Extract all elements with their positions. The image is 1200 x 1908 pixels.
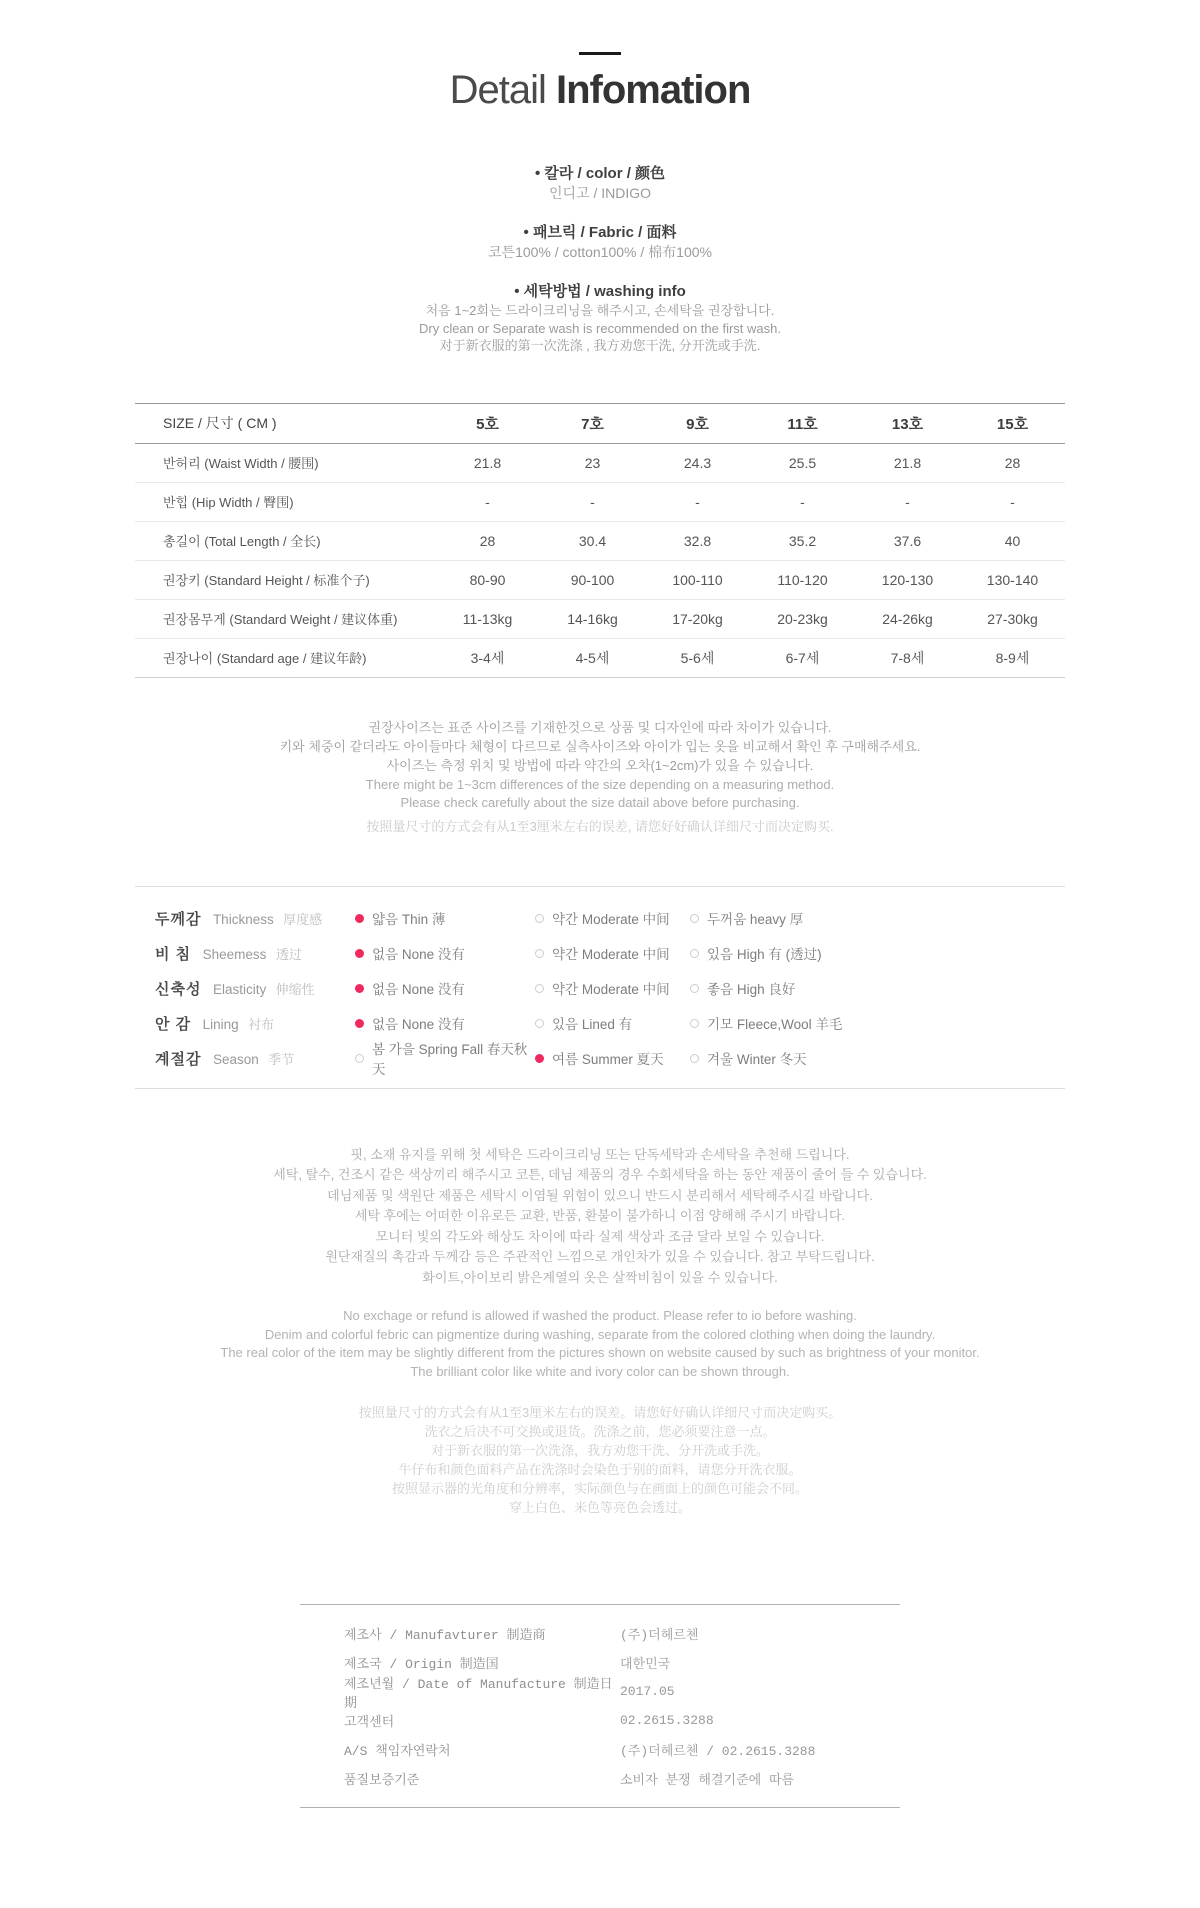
note-line: 按照量尺寸的方式会有从1至3厘米左右的误差。请您好好确认详细尺寸而决定购买。 — [358, 1405, 842, 1420]
attr-label-en: Elasticity — [212, 981, 267, 997]
cell-value: 3-4세 — [435, 638, 540, 677]
table-row-waist — [135, 443, 1065, 482]
cell-value: 7-8세 — [855, 638, 960, 677]
note-line: 穿上白色、米色等亮色会透过。 — [508, 1500, 691, 1515]
row-value: 02.2615.3288 — [620, 1713, 714, 1728]
row-value: 대한민국 — [620, 1657, 671, 1672]
option-dot — [355, 914, 364, 923]
cell-value: 14-16kg — [540, 599, 645, 638]
attr-option — [355, 1013, 535, 1033]
note-line: 세탁, 탈수, 건조시 같은 색상끼리 해주시고 코튼, 데님 제품의 경우 수회세탁을 하는 동안 제품이 줄어 들 수 있습니다. — [273, 1167, 927, 1182]
row-label: 반힙 (Hip Width / 臀围) — [135, 482, 435, 521]
note-line: 세탁 후에는 어떠한 이유로든 교환, 반품, 환불이 불가하니 이점 양해해 주시기 바랍니다. — [354, 1208, 846, 1223]
cell-value: 28 — [960, 443, 1065, 482]
note-line: 洗衣之后决不可交换或退货。洗涤之前，您必须要注意一点。 — [424, 1424, 776, 1439]
cell-value: 130-140 — [960, 560, 1065, 599]
note-line: 사이즈는 측정 위치 및 방법에 따라 약간의 오차(1~2cm)가 있을 수 있습니다. — [386, 757, 814, 773]
option-label: 없음 None 没有 — [372, 982, 465, 997]
attr-label — [155, 943, 355, 964]
cell-value: 24.3 — [645, 443, 750, 482]
attr-label-ko: 비 침 — [155, 945, 192, 963]
cell-value: - — [960, 482, 1065, 521]
attr-label — [155, 908, 355, 929]
cell-value: 8-9세 — [960, 638, 1065, 677]
option-dot — [355, 1054, 364, 1063]
option-label: 겨울 Winter 冬天 — [707, 1052, 807, 1067]
option-label: 없음 None 没有 — [372, 947, 465, 962]
option-label: 있음 High 有 (透过) — [707, 947, 822, 962]
size-table — [135, 403, 1065, 678]
attr-label-ko: 안 감 — [155, 1015, 192, 1033]
row-label: 품질보증기준 — [344, 1773, 420, 1788]
option-label: 여름 Summer 夏天 — [552, 1052, 664, 1067]
attr-option — [690, 1013, 1065, 1033]
note-line: There might be 1~3cm differences of the size depending on a measuring method. — [365, 776, 835, 792]
attr-option — [535, 978, 690, 998]
note-line: Denim and colorful febric can pigmentize during washing, separate from the colored clothing when doing the laundry. — [264, 1326, 936, 1342]
note-line: 牛仔布和颜色面料产品在洗涤时会染色于别的面料，请您分开洗衣服。 — [398, 1462, 802, 1477]
attr-option — [690, 1048, 1065, 1068]
size-note — [0, 718, 1200, 836]
attr-label-cn: 厚度感 — [283, 911, 323, 927]
option-label: 얇음 Thin 薄 — [372, 912, 446, 927]
attr-option — [355, 908, 535, 928]
attr-option — [690, 943, 1065, 963]
option-dot — [535, 984, 544, 993]
cell-value: 27-30kg — [960, 599, 1065, 638]
attr-label-en: Thickness — [212, 911, 274, 927]
manufacturer-table — [300, 1604, 900, 1808]
attr-label-cn: 伸缩性 — [275, 981, 315, 997]
cell-value: 110-120 — [750, 560, 855, 599]
note-line: 화이트,아이보리 밝은계열의 옷은 살짝비침이 있을 수 있습니다. — [422, 1269, 778, 1285]
cell-value: 6-7세 — [750, 638, 855, 677]
note-line: 권장사이즈는 표준 사이즈를 기재한것으로 상품 및 디자인에 따라 차이가 있습니다. — [368, 719, 832, 735]
cell-value: 32.8 — [645, 521, 750, 560]
attr-label-en: Season — [212, 1051, 259, 1067]
attr-label-ko: 두께감 — [155, 910, 202, 928]
attr-row-thickness — [135, 901, 1065, 936]
note-line: The brilliant color like white and ivory color can be shown through. — [410, 1363, 790, 1379]
option-dot — [535, 1019, 544, 1028]
option-dot — [690, 949, 699, 958]
attr-label — [155, 1048, 355, 1069]
cell-value: 80-90 — [435, 560, 540, 599]
cell-value: 20-23kg — [750, 599, 855, 638]
size-note-korean — [0, 718, 1200, 775]
cell-value: 11-13kg — [435, 599, 540, 638]
attr-label-cn: 季节 — [268, 1051, 295, 1067]
color-section — [0, 163, 1200, 203]
note-line: 按照量尺寸的方式会有从1至3厘米左右的误差, 请您好好确认详细尺寸而决定购买. — [366, 818, 834, 834]
cell-value: 35.2 — [750, 521, 855, 560]
washing-section-title: • 세탁방법 / washing info — [514, 283, 686, 300]
option-label: 봄 가을 Spring Fall 春天秋天 — [372, 1042, 528, 1077]
attr-row-elasticity — [135, 971, 1065, 1006]
table-row-manufacture-date — [300, 1676, 900, 1711]
color-value: 인디고 / INDIGO — [548, 185, 652, 201]
attr-option — [355, 943, 535, 963]
cell-value: 21.8 — [435, 443, 540, 482]
size-table-header-row — [135, 403, 1065, 443]
row-value: (주)더헤르첸 / 02.2615.3288 — [620, 1744, 816, 1759]
cell-value: 24-26kg — [855, 599, 960, 638]
cell-value: 90-100 — [540, 560, 645, 599]
attr-label — [155, 978, 355, 999]
row-label: 제조국 / Origin 制造国 — [344, 1657, 499, 1672]
table-row-standard-age — [135, 638, 1065, 677]
option-label: 기모 Fleece,Wool 羊毛 — [707, 1017, 843, 1032]
note-line: Please check carefully about the size datail above before purchasing. — [400, 795, 800, 810]
cell-value: 40 — [960, 521, 1065, 560]
attr-label-en: Sheemess — [202, 946, 267, 962]
attr-option — [535, 1048, 690, 1068]
option-label: 좋음 High 良好 — [707, 982, 796, 997]
row-label: 제조년월 / Date of Manufacture 制造日期 — [344, 1676, 613, 1711]
table-row-as-contact — [300, 1735, 900, 1764]
cell-value: 17-20kg — [645, 599, 750, 638]
washing-section — [0, 281, 1200, 355]
attributes-section — [135, 886, 1065, 1089]
fabric-section — [0, 222, 1200, 262]
care-notes — [0, 1145, 1200, 1518]
washing-line-cn: 对于新衣服的第一次洗涤 , 我方劝您干洗, 分开洗或手洗. — [439, 338, 761, 353]
note-line: The real color of the item may be slightly different from the pictures shown on website caused by such as brightness of your monitor. — [220, 1345, 980, 1360]
row-value: (주)더헤르첸 — [620, 1628, 699, 1643]
option-dot — [355, 984, 364, 993]
size-note-english — [0, 776, 1200, 813]
cell-value: 23 — [540, 443, 645, 482]
color-section-title: • 칼라 / color / 颜色 — [534, 165, 666, 182]
option-dot — [535, 914, 544, 923]
row-value: 소비자 분쟁 해결기준에 따름 — [620, 1773, 795, 1788]
cell-value: - — [750, 482, 855, 521]
page-title — [0, 67, 1200, 113]
cell-value: 30.4 — [540, 521, 645, 560]
option-label: 약간 Moderate 中间 — [552, 982, 670, 997]
table-row-manufacturer — [300, 1619, 900, 1648]
size-note-chinese — [0, 817, 1200, 836]
page-title-bold: Infomation — [555, 68, 751, 112]
row-label: 총길이 (Total Length / 全长) — [135, 521, 435, 560]
attr-label-cn: 透过 — [275, 946, 302, 962]
washing-line-ko: 처음 1~2회는 드라이크리닝을 해주시고, 손세탁을 권장합니다. — [425, 303, 775, 318]
attr-label — [155, 1013, 355, 1034]
attr-option — [535, 943, 690, 963]
row-label: 고객센터 — [344, 1715, 395, 1730]
cell-value: 120-130 — [855, 560, 960, 599]
option-label: 있음 Lined 有 — [552, 1017, 633, 1032]
note-line: 원단재질의 촉감과 두께감 등은 주관적인 느낌으로 개인차가 있을 수 있습니다. 참고 부탁드립니다. — [325, 1249, 875, 1264]
attr-row-lining — [135, 1006, 1065, 1041]
care-notes-english — [0, 1307, 1200, 1381]
note-line: 对于新衣服的第一次洗涤，我方劝您干洗、分开洗或手洗。 — [430, 1443, 769, 1458]
cell-value: 5-6세 — [645, 638, 750, 677]
option-label: 없음 None 没有 — [372, 1017, 465, 1032]
note-line: 키와 체중이 같더라도 아이들마다 체형이 다르므로 실측사이즈와 아이가 입는 옷을 비교해서 확인 후 구매해주세요. — [279, 738, 921, 754]
attr-label-ko: 계절감 — [155, 1050, 202, 1068]
option-label: 두꺼움 heavy 厚 — [707, 912, 804, 927]
care-notes-chinese — [0, 1403, 1200, 1517]
washing-line-en: Dry clean or Separate wash is recommended on the first wash. — [418, 320, 781, 336]
attr-option — [355, 1038, 535, 1078]
attr-label-ko: 신축성 — [155, 980, 202, 998]
attr-option — [535, 1013, 690, 1033]
cell-value: 25.5 — [750, 443, 855, 482]
row-label: 제조사 / Manufavturer 制造商 — [344, 1628, 546, 1643]
care-notes-korean — [0, 1145, 1200, 1289]
option-dot — [690, 1054, 699, 1063]
option-label: 약간 Moderate 中间 — [552, 947, 670, 962]
row-label: 권장몸무게 (Standard Weight / 建议体重) — [135, 599, 435, 638]
size-col-5: 5호 — [435, 403, 540, 443]
cell-value: - — [435, 482, 540, 521]
attr-option — [690, 978, 1065, 998]
cell-value: 100-110 — [645, 560, 750, 599]
size-col-7: 7호 — [540, 403, 645, 443]
note-line: 모니터 빛의 각도와 해상도 차이에 따라 실제 색상과 조금 달라 보일 수 있습니다. — [375, 1228, 825, 1244]
cell-value: 37.6 — [855, 521, 960, 560]
size-col-13: 13호 — [855, 403, 960, 443]
size-table-header-label: SIZE / 尺寸 ( CM ) — [135, 403, 435, 443]
fabric-value: 코튼100% / cotton100% / 棉布100% — [488, 244, 712, 260]
option-dot — [690, 914, 699, 923]
option-dot — [690, 1019, 699, 1028]
note-line: 핏, 소재 유지를 위해 첫 세탁은 드라이크리닝 또는 단독세탁과 손세탁을 추천해 드립니다. — [350, 1146, 850, 1162]
cell-value: - — [855, 482, 960, 521]
table-row-hip — [135, 482, 1065, 521]
note-line: 按照显示器的光角度和分辨率，实际颜色与在画面上的颜色可能会不同。 — [391, 1481, 808, 1496]
option-dot — [355, 1019, 364, 1028]
size-col-9: 9호 — [645, 403, 750, 443]
option-dot — [690, 984, 699, 993]
size-col-11: 11호 — [750, 403, 855, 443]
row-label: 반허리 (Waist Width / 腰围) — [135, 443, 435, 482]
row-value: 2017.05 — [620, 1684, 675, 1699]
product-info-sections — [0, 163, 1200, 355]
attr-label-en: Lining — [202, 1016, 239, 1032]
size-col-15: 15호 — [960, 403, 1065, 443]
attr-option — [690, 908, 1065, 928]
table-row-standard-height — [135, 560, 1065, 599]
title-divider — [579, 52, 621, 55]
attr-row-season — [135, 1041, 1065, 1076]
attr-option — [535, 908, 690, 928]
cell-value: - — [540, 482, 645, 521]
table-row-quality-standard — [300, 1764, 900, 1793]
page-title-light: Detail — [449, 68, 546, 112]
option-dot — [535, 949, 544, 958]
row-label: 권장나이 (Standard age / 建议年龄) — [135, 638, 435, 677]
cell-value: 21.8 — [855, 443, 960, 482]
cell-value: - — [645, 482, 750, 521]
table-row-standard-weight — [135, 599, 1065, 638]
fabric-section-title: • 패브릭 / Fabric / 面料 — [523, 224, 677, 241]
row-label: A/S 책임자연락처 — [344, 1744, 451, 1759]
note-line: 데님제품 및 색원단 제품은 세탁시 이염될 위험이 있으니 반드시 분리해서 세탁해주시길 바랍니다. — [327, 1187, 873, 1203]
row-label: 권장키 (Standard Height / 标准个子) — [135, 560, 435, 599]
cell-value: 28 — [435, 521, 540, 560]
attr-label-cn: 衬布 — [248, 1016, 275, 1032]
attr-row-sheerness — [135, 936, 1065, 971]
table-row-customer-center — [300, 1706, 900, 1735]
table-row-total-length — [135, 521, 1065, 560]
cell-value: 4-5세 — [540, 638, 645, 677]
option-dot — [355, 949, 364, 958]
attr-option — [355, 978, 535, 998]
option-dot — [535, 1054, 544, 1063]
option-label: 약간 Moderate 中间 — [552, 912, 670, 927]
note-line: No exchage or refund is allowed if washed the product. Please refer to io before washing. — [343, 1308, 857, 1323]
